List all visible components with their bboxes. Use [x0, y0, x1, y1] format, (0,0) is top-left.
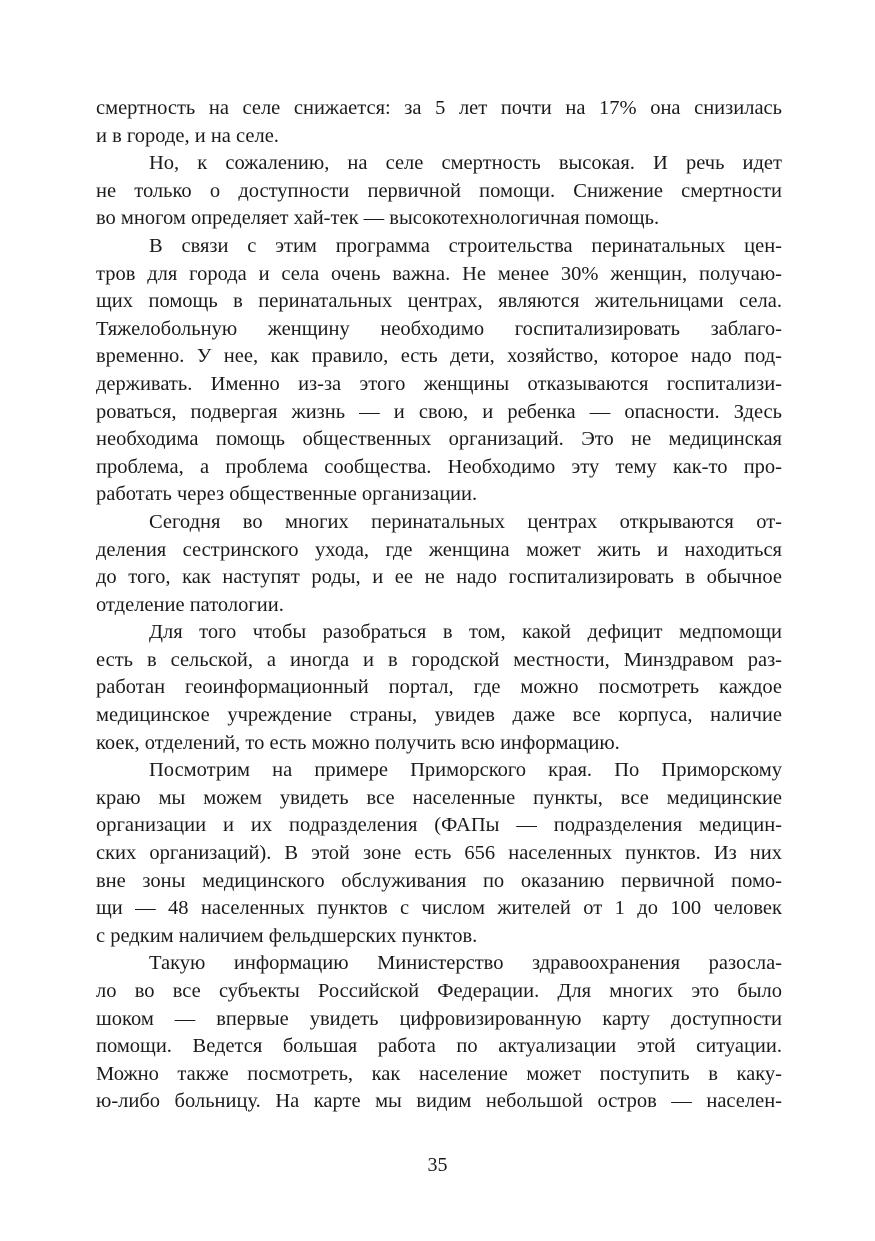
text-line: помощи. Ведется большая работа по актуализации этой ситуации. [96, 1035, 782, 1058]
text-line: не только о доступности первичной помощи. Снижение смертности [96, 179, 782, 202]
text-line: работан геоинформационный портал, где можно посмотреть каждое [96, 676, 782, 699]
text-line: роваться, подвергая жизнь — и свою, и ребенка — опасности. Здесь [96, 400, 782, 423]
text-line: Такую информацию Министерство здравоохранения разосла- [149, 952, 782, 975]
text-line: щих помощь в перинатальных центрах, являются жительницами села. [96, 290, 782, 313]
text-line: и в городе, и на селе. [96, 124, 279, 147]
text-line: Посмотрим на примере Приморского края. По Приморскому [149, 759, 782, 782]
text-line: есть в сельской, а иногда и в городской местности, Минздравом раз- [96, 648, 782, 671]
text-line: ских организаций). В этой зоне есть 656 населенных пунктов. Из них [96, 842, 782, 865]
text-line: работать через общественные организации. [96, 483, 478, 506]
text-line: деления сестринского ухода, где женщина может жить и находиться [96, 538, 782, 561]
text-line: щи — 48 населенных пунктов с числом жителей от 1 до 100 человек [96, 897, 782, 920]
text-line: Для того чтобы разобраться в том, какой дефицит медпомощи [149, 621, 782, 644]
text-line: смертность на селе снижается: за 5 лет почти на 17% она снизилась [96, 97, 782, 119]
text-line: до того, как наступят роды, и ее не надо госпитализировать в обычное [96, 566, 782, 589]
text-line: коек, отделений, то есть можно получить всю информацию. [96, 731, 620, 754]
body-text [96, 95, 782, 1116]
page-number: 35 [427, 1154, 448, 1176]
text-line: Можно также посмотреть, как население может поступить в каку- [96, 1062, 782, 1085]
text-line: с редким наличием фельдшерских пунктов. [96, 924, 478, 947]
text-line: проблема, а проблема сообщества. Необходимо эту тему как-то про- [96, 455, 782, 478]
text-line: во многом определяет хай-тек — высокотехнологичная помощь. [96, 207, 660, 230]
text-line: временно. У нее, как правило, есть дети, хозяйство, которое надо под- [96, 345, 782, 368]
text-line: вне зоны медицинского обслуживания по оказанию первичной помо- [96, 869, 782, 892]
text-line: Но, к сожалению, на селе смертность высокая. И речь идет [149, 152, 782, 175]
text-line: В связи с этим программа строительства перинатальных цен- [149, 234, 782, 257]
text-line: держивать. Именно из-за этого женщины отказываются госпитализи- [96, 372, 782, 395]
text-line: тров для города и села очень важна. Не менее 30% женщин, получаю- [96, 262, 782, 285]
text-line: ю-либо больницу. На карте мы видим небольшой остров — населен- [96, 1090, 782, 1113]
text-line: организации и их подразделения (ФАПы — подразделения медицин- [96, 814, 782, 837]
text-line: краю мы можем увидеть все населенные пункты, все медицинские [96, 786, 782, 809]
text-line: необходима помощь общественных организаций. Это не медицинская [96, 428, 782, 451]
text-line: отделение патологии. [96, 593, 284, 616]
text-line: Сегодня во многих перинатальных центрах открываются от- [149, 510, 782, 533]
text-line: Тяжелобольную женщину необходимо госпитализировать заблаго- [96, 317, 782, 340]
text-line: шоком — впервые увидеть цифровизированную карту доступности [96, 1007, 782, 1030]
text-line: медицинское учреждение страны, увидев даже все корпуса, наличие [96, 704, 782, 727]
text-line: ло во все субъекты Российской Федерации. Для многих это было [96, 980, 782, 1002]
